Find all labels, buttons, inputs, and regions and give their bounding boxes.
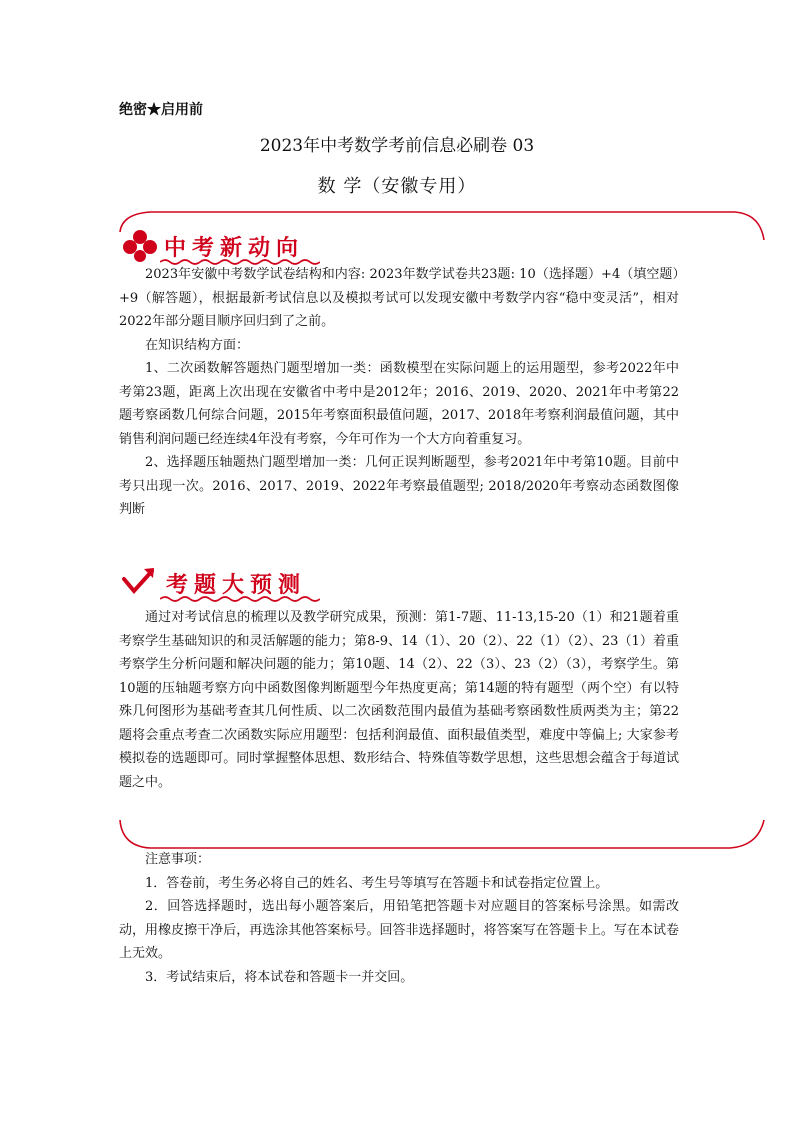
trends-paragraph: 在知识结构方面：	[145, 337, 250, 353]
trends-paragraph: 2、选择题压轴题热门题型增加一类：几何正误判断题型，参考2021年中考第10题。目前中考只出现一次。2016、2017、2019、2022年考察最值题型; 2018/2020年考察动态函数图像判断	[119, 455, 679, 517]
trends-heading: 中考新动向	[164, 236, 305, 261]
page-title: 2023年中考数学考前信息必刷卷 03	[259, 136, 535, 156]
trend-arrow-icon	[120, 565, 160, 601]
note-item: 2．回答选择题时，选出每小题答案后，用铅笔把答题卡对应题目的答案标号涂黑。如需改动，用橡皮擦干净后，再选涂其他答案标号。回答非选择题时，将答案写在答题卡上。写在本试卷上无效。	[119, 899, 679, 961]
trends-section-header	[120, 228, 330, 264]
page-subtitle: 数 学（安徽专用）	[317, 176, 477, 197]
forecast-heading: 考题大预测	[166, 573, 307, 598]
note-item: 3．考试结束后，将本试卷和答题卡一并交回。	[145, 969, 414, 985]
notes-heading: 注意事项：	[145, 852, 211, 867]
confidential-label: 绝密★启用前	[119, 102, 203, 118]
trends-paragraph: 2023年安徽中考数学试卷结构和内容: 2023年数学试卷共23题: 10（选择题）+4（填空题）+9（解答题），根据最新考试信息以及模拟考试可以发现安徽中考数学内容“稳中变灵活”，相对2022年部分题目顺序回归到了之前。	[119, 267, 679, 329]
forecast-body	[119, 606, 679, 794]
wavy-underline	[160, 595, 320, 603]
trends-body	[119, 263, 679, 522]
forecast-section-header	[120, 565, 330, 601]
forecast-paragraph: 通过对考试信息的梳理以及教学研究成果，预测：第1-7题、11-13,15-20（1）和21题着重考察学生基础知识的和灵活解题的能力；第8-9、14（1）、20（2）、22（1）（2）、23（1）着重考察学生分析问题和解决问题的能力；第10题、14（2）、22（3）、23（2）（3），考察学生。第10题的压轴题考察方向中函数图像判断题型今年热度更高；第14题的特有题型（两个空）有以特殊几何图形为基础考查其几何性质、以二次函数范围内最值为基础考察函数性质两类为主；第22题将会重点考查二次函数实际应用题型：包括利润最值、面积最值类型，难度中等偏上; 大家参考模拟卷的选题即可。同时掌握整体思想、数形结合、特殊值等数学思想，这些思想会蕴含于每道试题之中。	[119, 610, 679, 790]
clover-icon	[120, 228, 160, 264]
trends-paragraph: 1、二次函数解答题热门题型增加一类：函数模型在实际问题上的运用题型，参考2022年中考第23题，距离上次出现在安徽省中考中是2012年；2016、2019、2020、2021年中考第22题考察函数几何综合问题，2015年考察面积最值问题，2017、2018年考察利润最值问题，其中销售利润问题已经连续4年没有考察，今年可作为一个大方向着重复习。	[119, 361, 679, 447]
notes-section	[119, 848, 679, 989]
note-item: 1．答卷前，考生务必将自己的姓名、考生号等填写在答题卡和试卷指定位置上。	[145, 875, 609, 891]
